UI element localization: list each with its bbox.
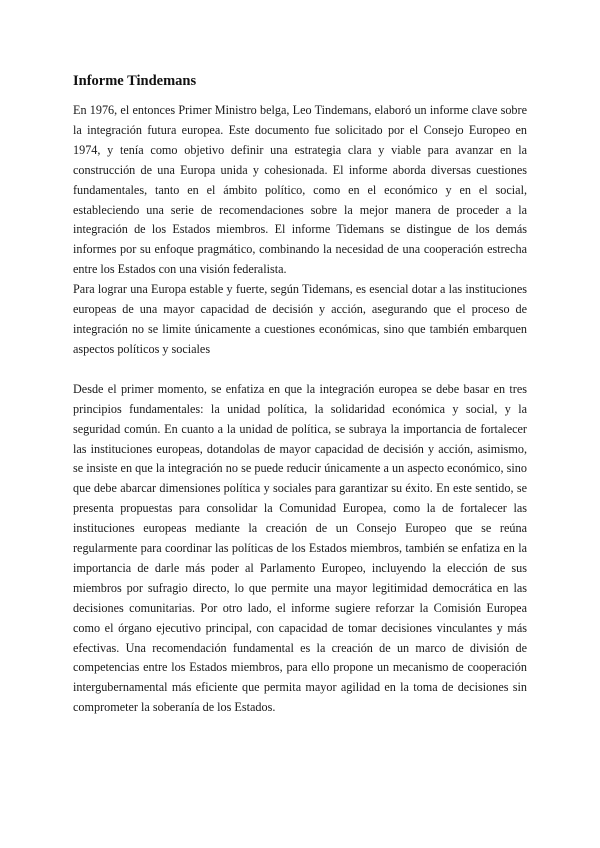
paragraph-objective: Para lograr una Europa estable y fuerte, según Tidemans, es esencial dotar a las instituciones europeas de una mayor capacidad de decisión y acción, asegurando que el proceso de integración no se limite únicamente a cuestiones económicas, sino que también embarquen aspectos políticos y sociales bbox=[73, 282, 527, 356]
document-title: Informe Tindemans bbox=[73, 73, 197, 89]
paragraph-gap bbox=[73, 360, 527, 380]
paragraph-principles: Desde el primer momento, se enfatiza en que la integración europea se debe basar en tres principios fundamentales: la unidad política, la solidaridad económica y social, y la seguridad común. En cuanto a la unidad de política, se subraya la importancia de fortalecer las instituciones europeas, dotandolas de mayor capacidad de decisión y acción, asimismo, se insiste en que la integración no se puede reducir únicamente a un aspecto económico, sino que debe abarcar dimensiones política y sociales para garantizar su éxito. En este sentido, se presenta propuestas para consolidar la Comunidad Europea, como la de fortalecer las instituciones europeas mediante la creación de un Consejo Europeo que se reúna regularmente para coordinar las políticas de los Estados miembros, también se enfatiza en la importancia de darle más poder al Parlamento Europeo, incluyendo la elección de sus miembros por sufragio directo, lo que permite una mayor legitimidad democrática en las decisiones comunitarias. Por otro lado, el informe sugiere reforzar la Comisión Europea como el órgano ejecutivo principal, con capacidad de tomar decisiones vinculantes y más efectivas. Una recomendación fundamental es la creación de un marco de división de competencias entre los Estados miembros, para ello propone un mecanismo de cooperación intergubernamental más eficiente que permita mayor agilidad en la toma de decisiones sin comprometer la soberanía de los Estados. bbox=[73, 381, 527, 715]
paragraph-intro: En 1976, el entonces Primer Ministro belga, Leo Tindemans, elaboró un informe clave sobre la integración futura europea. Este documento fue solicitado por el Consejo Europeo en 1974, y tenía como objetivo definir una estrategia clara y viable para avanzar en la construcción de una Europa unida y cohesionada. El informe aborda diversas cuestiones fundamentales, tanto en el ámbito político, como en el económico y en el social, estableciendo una serie de recomendaciones sobre la mejor manera de proceder a la integración de los Estados miembros. El informe Tidemans se distingue de los demás informes por su enfoque pragmático, combinando la necesidad de una cooperación estrecha entre los Estados con una visión federalista. bbox=[73, 103, 527, 277]
document-body bbox=[73, 72, 527, 718]
